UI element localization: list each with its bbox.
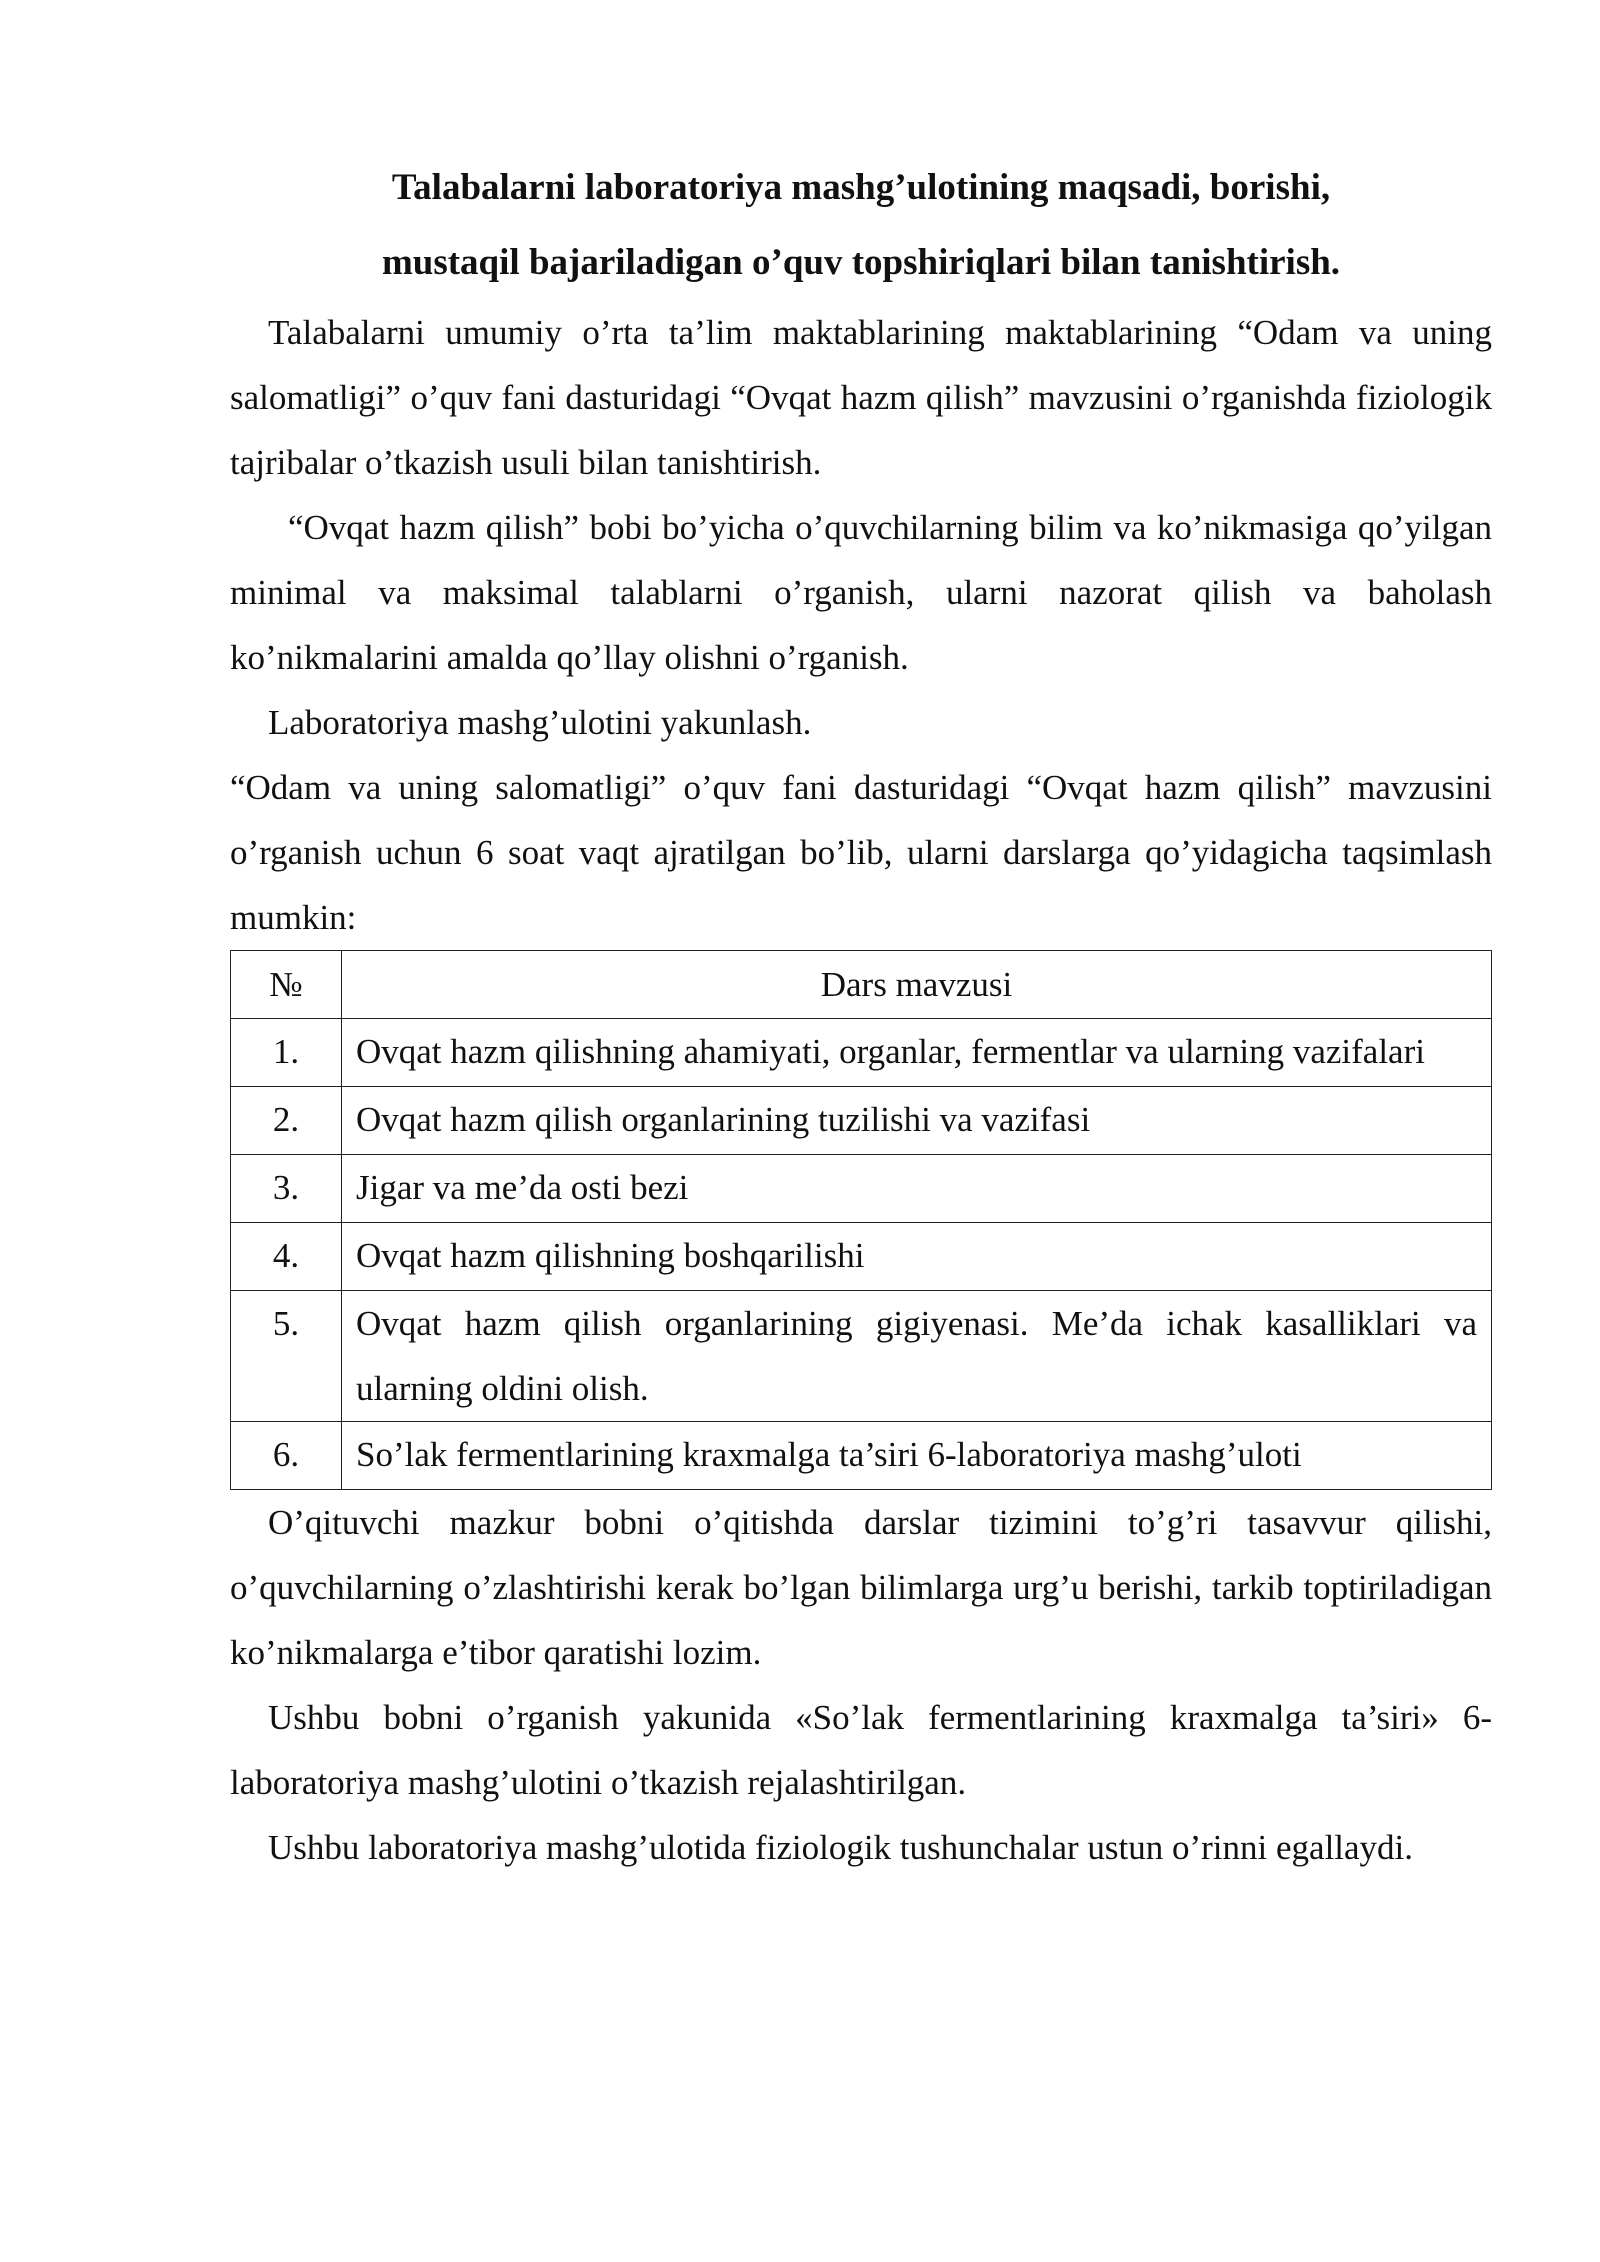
row-number: 2. <box>231 1087 342 1155</box>
paragraph-teacher: O’qituvchi mazkur bobni o’qitishda darslar tizimini to’g’ri tasavvur qilishi, o’quvchilarning o’zlashtirishi kerak bo’lgan bilimlarga urg’u berishi, tarkib toptiriladigan ko’nikmalarga e’tibor qaratishi lozim. <box>230 1503 1492 1672</box>
row-topic: Ovqat hazm qilishning boshqarilishi <box>342 1223 1492 1291</box>
table-row <box>231 1291 1492 1422</box>
title-line-2: mustaqil bajariladigan o’quv topshiriqlari bilan tanishtirish. <box>381 242 1341 283</box>
row-topic: Ovqat hazm qilish organlarining tuzilishi va vazifasi <box>342 1087 1492 1155</box>
table-header-row <box>231 951 1492 1019</box>
paragraph-plan: Ushbu bobni o’rganish yakunida «So’lak fermentlarining kraxmalga ta’siri» 6-laboratoriya mashg’ulotini o’tkazish rejalashtirilgan. <box>230 1698 1492 1802</box>
row-number: 1. <box>231 1019 342 1087</box>
table-row <box>231 1019 1492 1087</box>
row-topic: Ovqat hazm qilish organlarining gigiyenasi. Me’da ichak kasalliklari va ularning oldini olish. <box>342 1291 1492 1422</box>
paragraph-concepts: Ushbu laboratoriya mashg’ulotida fiziologik tushunchalar ustun o’rinni egallaydi. <box>268 1828 1414 1867</box>
row-number: 5. <box>231 1291 342 1422</box>
row-number: 3. <box>231 1155 342 1223</box>
document-title <box>230 150 1492 300</box>
paragraph-hours: “Odam va uning salomatligi” o’quv fani dasturidagi “Ovqat hazm qilish” mavzusini o’rganish uchun 6 soat vaqt ajratilgan bo’lib, ularni darslarga qo’yidagicha taqsimlash mumkin: <box>230 768 1492 937</box>
paragraph-intro: Talabalarni umumiy o’rta ta’lim maktablarining maktablarining “Odam va uning salomatligi” o’quv fani dasturidagi “Ovqat hazm qilish” mavzusini o’rganishda fiziologik tajribalar o’tkazish usuli bilan tanishtirish. <box>230 313 1492 482</box>
row-topic: Ovqat hazm qilishning ahamiyati, organlar, fermentlar va ularning vazifalari <box>342 1019 1492 1087</box>
table-row <box>231 1223 1492 1291</box>
paragraph-requirements: “Ovqat hazm qilish” bobi bo’yicha o’quvchilarning bilim va ko’nikmasiga qo’yilgan minimal va maksimal talablarni o’rganish, ularni nazorat qilish va baholash ko’nikmalarini amalda qo’llay olishni o’rganish. <box>230 508 1492 677</box>
lessons-table <box>230 950 1492 1490</box>
table-row <box>231 1155 1492 1223</box>
table-row <box>231 1087 1492 1155</box>
header-number: № <box>231 951 342 1019</box>
row-number: 6. <box>231 1422 342 1490</box>
table-row <box>231 1422 1492 1490</box>
row-topic: Jigar va me’da osti bezi <box>342 1155 1492 1223</box>
document-page <box>230 150 1492 1880</box>
paragraph-conclusion: Laboratoriya mashg’ulotini yakunlash. <box>268 703 812 742</box>
row-topic: So’lak fermentlarining kraxmalga ta’siri 6-laboratoriya mashg’uloti <box>342 1422 1492 1490</box>
title-line-1: Talabalarni laboratoriya mashg’ulotining maqsadi, borishi, <box>391 167 1331 208</box>
header-topic: Dars mavzusi <box>342 951 1492 1019</box>
row-number: 4. <box>231 1223 342 1291</box>
